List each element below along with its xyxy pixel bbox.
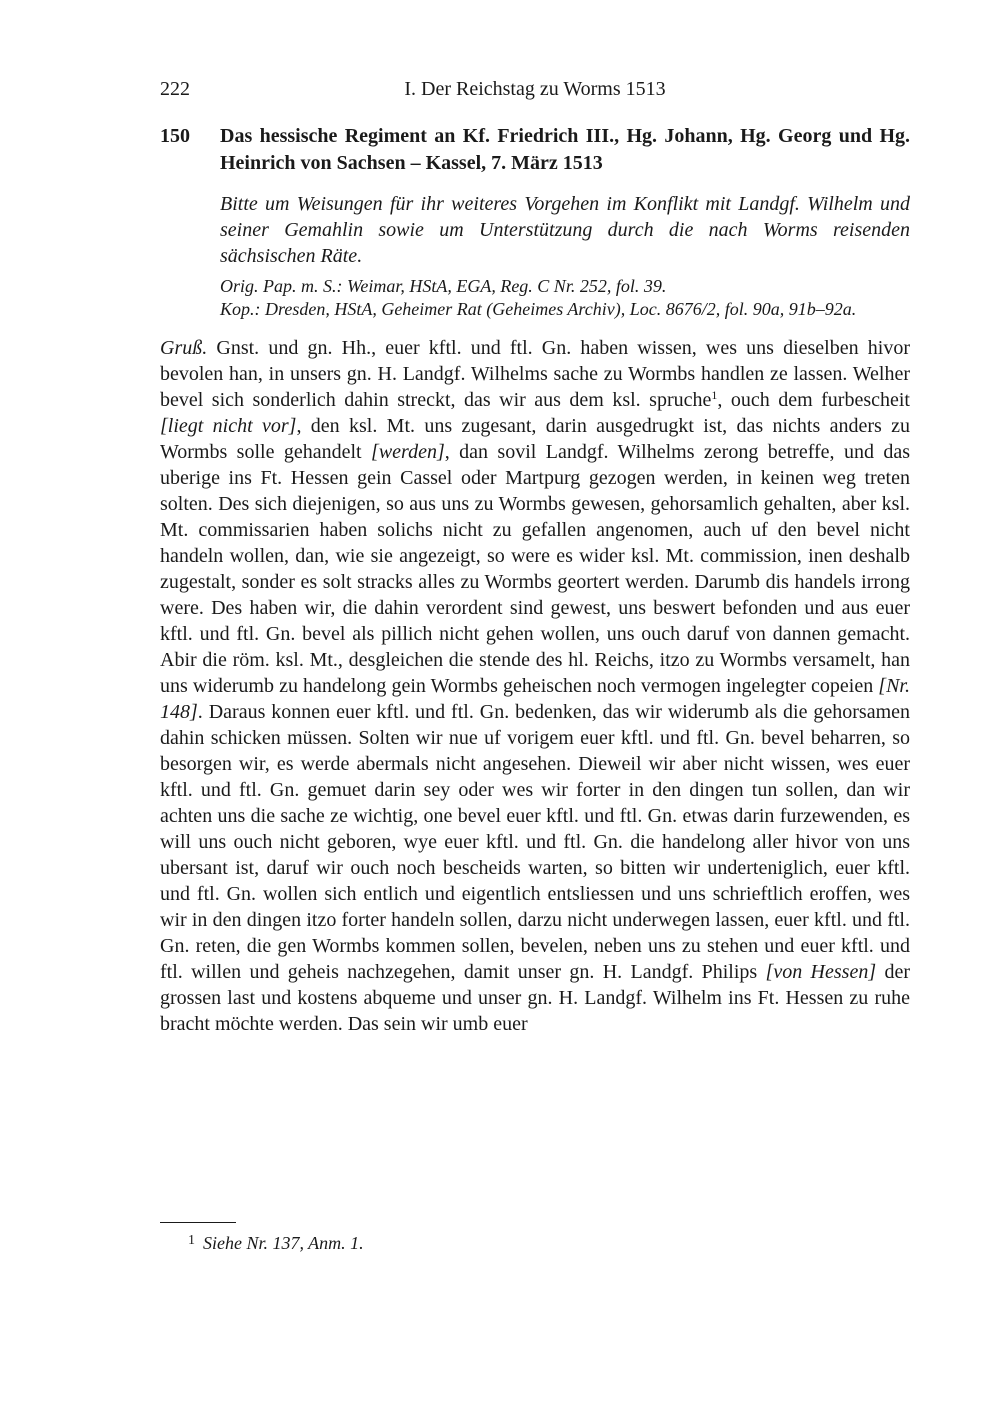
source-original: Orig. Pap. m. S.: Weimar, HStA, EGA, Reg. C Nr. 252, fol. 39. (220, 276, 667, 296)
source-notes (220, 275, 910, 321)
footnote-1 (188, 1229, 364, 1255)
document-number: 150 (160, 125, 190, 147)
footnote-reference[interactable]: 1 (711, 388, 718, 402)
footnote-number: 1 (188, 1233, 195, 1248)
body-text-segment: Gnst. und gn. Hh., euer kftl. und ftl. Gn. haben wissen, wes uns dieselben hivor bevolen han, in unsers gn. H. Landgf. Wilhelms sache zu Wormbs handlen ze lassen. Welher bevel sich sonderlich dahin streckt, das wir aus dem ksl. spruche (160, 337, 910, 411)
body-text-segment: , den ksl. Mt. uns zugesant, darin ausgedrugkt ist, das nichts anders zu Wormbs solle gehandelt (160, 415, 911, 463)
document-reference: [Nr. 148] (160, 675, 910, 723)
editorial-insertion: [von Hessen] (765, 961, 877, 983)
document-summary: Bitte um Weisungen für ihr weiteres Vorgehen im Konflikt mit Landgf. Wilhelm und seiner Gemahlin sowie um Unterstützung durch die nach Worms reisenden sächsischen Räte. (220, 193, 910, 267)
document-title: Das hessische Regiment an Kf. Friedrich III., Hg. Johann, Hg. Georg und Hg. Heinrich von Sachsen – Kassel, 7. März 1513 (220, 125, 910, 174)
body-text-segment: . Daraus konnen euer kftl. und ftl. Gn. bedenken, das wir widerumb als die gehorsamen dahin schicken müssen. Solten wir nue uf vorigem euer kftl. und ftl. Gn. bevel beharren, so besorgen wir, es werde abermals nicht angesehen. Dieweil wir aber nicht wissen, wes euer kftl. und ftl. Gn. gemuet darin sey oder wes wir forter in den dingen tun sollen, dan wir achten uns die sache ze wichtig, one bevel euer kftl. und ftl. Gn. etwas darin furzewenden, es will uns ouch nicht geboren, wye euer kftl. und ftl. Gn. die handelong aller hivor von uns ubersant ist, daruf wir ouch noch bescheids warten, so bitten wir underteniglich, euer kftl. und ftl. Gn. wollen sich entlich und eigentlich entsliessen und uns schrieftlich eroffen, wes wir in den dingen itzo forter handeln sollen, darzu nicht underwegen lassen, euer kftl. und ftl. Gn. reten, die gen Wormbs kommen sollen, bevelen, neben uns zu stehen und euer kftl. und ftl. willen und geheis nachzegehen, damit unser gn. H. Landgf. Philips (160, 701, 910, 983)
body-text-segment: der grossen last und kostens abqueme und unser gn. H. Landgf. Wilhelm ins Ft. Hessen zu ruhe bracht möchte werden. Das sein wir umb euer (160, 961, 910, 1035)
body-text-segment: , ouch dem furbescheit (717, 389, 910, 411)
running-head (160, 78, 910, 108)
editorial-note: [liegt nicht vor] (160, 415, 297, 437)
page-number: 222 (160, 78, 190, 100)
page-content (160, 78, 910, 1037)
running-head-title: I. Der Reichstag zu Worms 1513 (404, 78, 666, 100)
document-heading (160, 123, 910, 177)
salutation: Gruß. (160, 337, 208, 359)
footnote-text: Siehe Nr. 137, Anm. 1. (203, 1233, 364, 1253)
footnote-rule (160, 1222, 236, 1223)
body-text-segment: , dan sovil Landgf. Wilhelms zerong betreffe, und das uberige ins Ft. Hessen gein Cassel oder Martpurg gezogen werden, in keinen weg treten solten. Des sich diejenigen, so aus uns zu Wormbs gewesen, gehorsamlich gehalten, aber ksl. Mt. commissarien haben solichs nicht zu gefallen angenomen, auch uf den bevel nicht handeln wollen, dan, wie sie angezeigt, so were es wider ksl. Mt. commission, inen deshalb zugestalt, sonder es solt stracks alles zu Wormbs geortert werden. Darumb dis handels irrong were. Des haben wir, die dahin verordent sind gewest, uns beswert befonden und aus euer kftl. und ftl. Gn. bevel als pillich nicht gehen wollen, uns ouch daruf von dannen gemacht. Abir die röm. ksl. Mt., desgleichen die stende des hl. Reichs, itzo zu Wormbs versamelt, han uns widerumb zu handelong gein Wormbs geheischen noch vermogen ingelegter copeien (160, 441, 911, 697)
letter-body (160, 335, 910, 1037)
source-copy: Kop.: Dresden, HStA, Geheimer Rat (Geheimes Archiv), Loc. 8676/2, fol. 90a, 91b–92a. (220, 299, 857, 319)
editorial-insertion: [werden] (371, 441, 445, 463)
